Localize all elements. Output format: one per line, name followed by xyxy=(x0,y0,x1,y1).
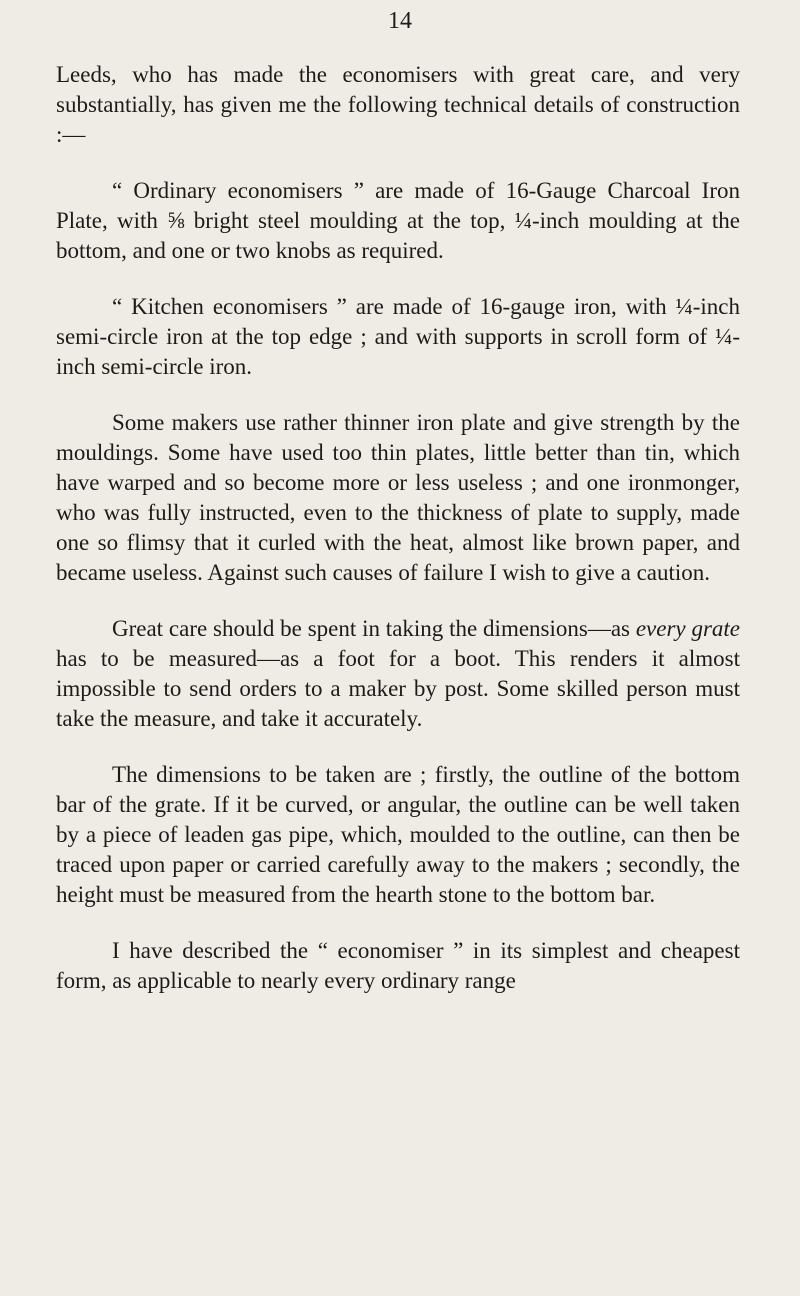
paragraph-text: The dimensions to be taken are ; firstly, the outline of the bottom bar of the grate. If it be curved, or angular, the outline can be well taken by a piece of leaden gas pipe, which, moulded to the outline, can then be traced upon paper or carried carefully away to the makers ; secondly, the height must be measured from the hearth stone to the bottom bar. xyxy=(56,762,740,907)
paragraph-dimensions-care xyxy=(56,614,740,734)
paragraph-text: “ Ordinary economisers ” are made of 16-Gauge Charcoal Iron Plate, with ⅝ bright steel moulding at the top, ¼-inch moulding at the bottom, and one or two knobs as required. xyxy=(56,178,740,263)
body-text xyxy=(56,60,740,1022)
paragraph-described xyxy=(56,936,740,996)
paragraph-text-before: Great care should be spent in taking the dimensions—as xyxy=(112,616,636,641)
paragraph-text-after: has to be measured—as a foot for a boot. This renders it almost impossible to send orders to a maker by post. Some skilled person must take the measure, and take it accurately. xyxy=(56,646,740,731)
paragraph-dimensions-taken xyxy=(56,760,740,910)
paragraph-emphasis: every grate xyxy=(635,616,740,641)
page-number: 14 xyxy=(388,8,412,34)
paragraph-ordinary-economisers xyxy=(56,176,740,266)
paragraph-kitchen-economisers xyxy=(56,292,740,382)
paragraph-text: “ Kitchen economisers ” are made of 16-gauge iron, with ¼-inch semi-circle iron at the top edge ; and with supports in scroll form of ¼-inch semi-circle iron. xyxy=(56,294,740,379)
paragraph-makers-caution xyxy=(56,408,740,588)
paragraph-text: Leeds, who has made the economisers with great care, and very substantially, has given me the following technical details of construction :— xyxy=(56,62,740,147)
paragraph-continuation xyxy=(56,60,740,150)
paragraph-text: Some makers use rather thinner iron plate and give strength by the mouldings. Some have used too thin plates, little better than tin, which have warped and so become more or less useless ; and one ironmonger, who was fully instructed, even to the thickness of plate to supply, made one so flimsy that it curled with the heat, almost like brown paper, and became useless. Against such causes of failure I wish to give a caution. xyxy=(56,410,740,585)
paragraph-text: I have described the “ economiser ” in its simplest and cheapest form, as applicable to nearly every ordinary range xyxy=(56,938,740,993)
